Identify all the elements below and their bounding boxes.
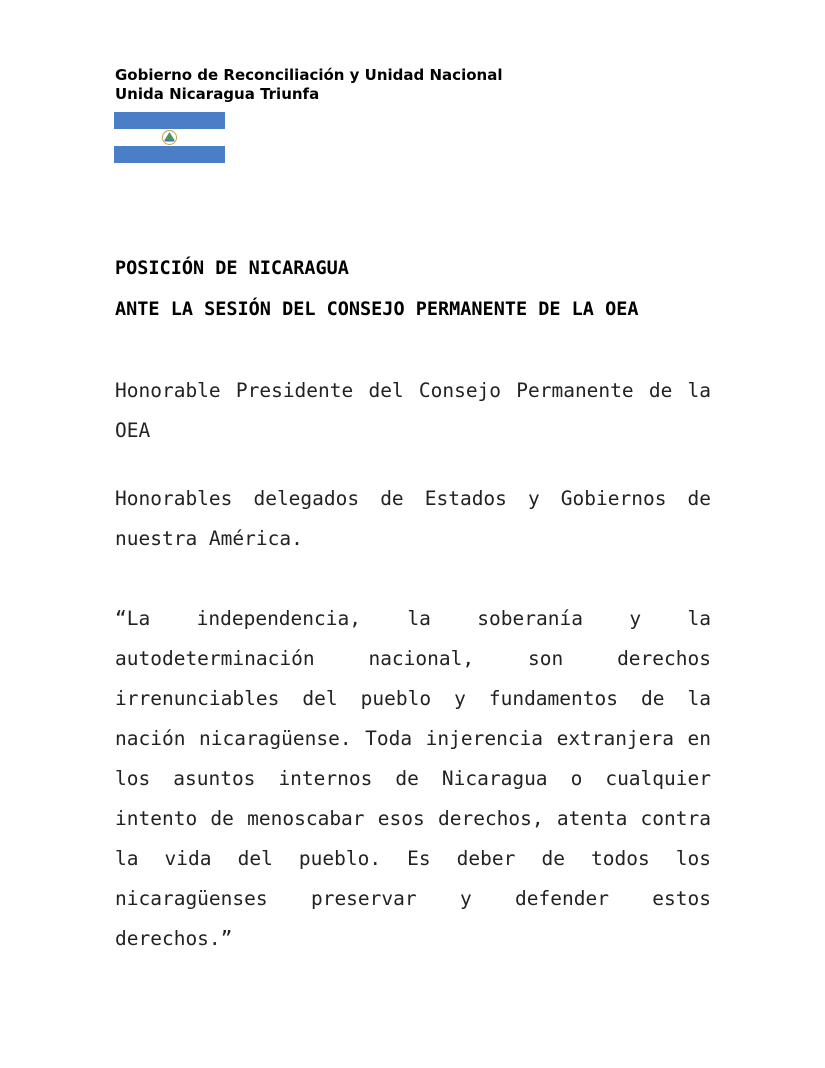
header-line-slogan: Unida Nicaragua Triunfa (115, 85, 320, 103)
document-title: POSICIÓN DE NICARAGUA (115, 258, 349, 279)
government-header (115, 66, 502, 104)
document-subtitle: ANTE LA SESIÓN DEL CONSEJO PERMANENTE DE LA OEA (115, 299, 639, 320)
greeting-president: Honorable Presidente del Consejo Permanente de la OEA (115, 379, 711, 442)
nicaragua-flag-icon (114, 112, 225, 163)
greeting-delegates: Honorables delegados de Estados y Gobiernos de nuestra América. (115, 487, 711, 550)
constitutional-quote: “La independencia, la soberanía y la autodeterminación nacional, son derechos irrenunciables del pueblo y fundamentos de la nación nicaragüense. Toda injerencia extranjera en los asuntos internos de Nicaragua o cualquier intento de menoscabar esos derechos, atenta contra la vida del pueblo. Es deber de todos los nicaragüenses preservar y defender estos derechos.” (115, 607, 711, 950)
header-line-government: Gobierno de Reconciliación y Unidad Nacional (115, 66, 503, 84)
